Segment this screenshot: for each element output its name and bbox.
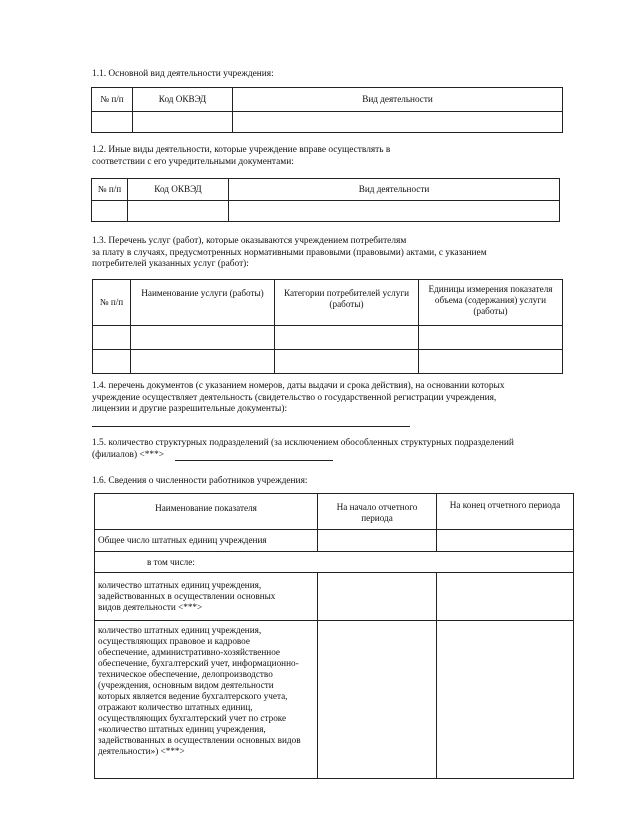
col-header-indicator: Наименование показателя — [95, 494, 318, 530]
col-header-number: № п/п — [92, 88, 133, 112]
table-main-activity — [91, 87, 563, 133]
col-header-consumer-category: Категории потребителей услуги (работы) — [275, 280, 419, 326]
table-other-activities — [91, 178, 560, 222]
col-header-period-end: На конец отчетного периода — [437, 494, 574, 530]
row-label-main-activities: количество штатных единиц учреждения, задействованных в осуществлении основных видов деятельности <***> — [95, 573, 318, 621]
col-header-period-start: На начало отчетного периода — [318, 494, 437, 530]
col-header-activity: Вид деятельности — [229, 179, 560, 201]
fill-line-subdivisions — [175, 460, 333, 461]
row-label-admin-staff: количество штатных единиц учреждения, осуществляющих правовое и кадровое обеспечение, административно-хозяйственное обеспечение, бухгалтерский учет, информационно-техническое обеспечение, делопроизводство (учреждения, основным видом деятельности которых является ведение бухгалтерского учета, отражают количество штатных единиц, осуществляющих бухгалтерский учет по строке «количество штатных единиц учреждения, задействованных в осуществлении основных видов деятельности») <***> — [95, 621, 318, 779]
col-header-number: № п/п — [93, 280, 131, 326]
col-header-service-name: Наименование услуги (работы) — [131, 280, 275, 326]
table-row — [95, 530, 574, 552]
row-label-including: в том числе: — [95, 552, 574, 573]
table-row — [93, 350, 563, 374]
table-row — [92, 201, 560, 222]
table-services — [92, 279, 563, 374]
col-header-okved: Код ОКВЭД — [133, 88, 233, 112]
table-row — [93, 326, 563, 350]
section-1-6-title: 1.6. Сведения о численности работников учреждения: — [92, 476, 308, 486]
table-row — [92, 112, 563, 133]
col-header-unit: Единицы измерения показателя объема (содержания) услуги (работы) — [419, 280, 563, 326]
row-label-total: Общее число штатных единиц учреждения — [95, 530, 318, 552]
table-staff — [94, 493, 574, 779]
section-1-5-text: 1.5. количество структурных подразделений (за исключением обособленных структурных подразделений (филиалов) <***> — [92, 438, 514, 460]
fill-line-documents — [92, 426, 410, 427]
col-header-activity: Вид деятельности — [233, 88, 563, 112]
section-1-1-title: 1.1. Основной вид деятельности учреждения: — [92, 69, 274, 79]
table-row — [95, 552, 574, 573]
col-header-number: № п/п — [92, 179, 128, 201]
table-row — [95, 621, 574, 779]
section-1-4-text: 1.4. перечень документов (с указанием номеров, даты выдачи и срока действия), на основании которых учреждение осуществляет деятельность (свидетельство о государственной регистрации учреждения, лицензии и другие разрешительные документы): — [92, 381, 505, 414]
col-header-okved: Код ОКВЭД — [128, 179, 229, 201]
section-1-3-title: 1.3. Перечень услуг (работ), которые оказываются учреждением потребителям за плату в случаях, предусмотренных нормативными правовыми (правовыми) актами, с указанием потребителей указанных услуг (работ): — [92, 236, 487, 269]
section-1-2-title: 1.2. Иные виды деятельности, которые учреждение вправе осуществлять в соответствии с его учредительными документами: — [92, 145, 391, 167]
table-row — [95, 573, 574, 621]
